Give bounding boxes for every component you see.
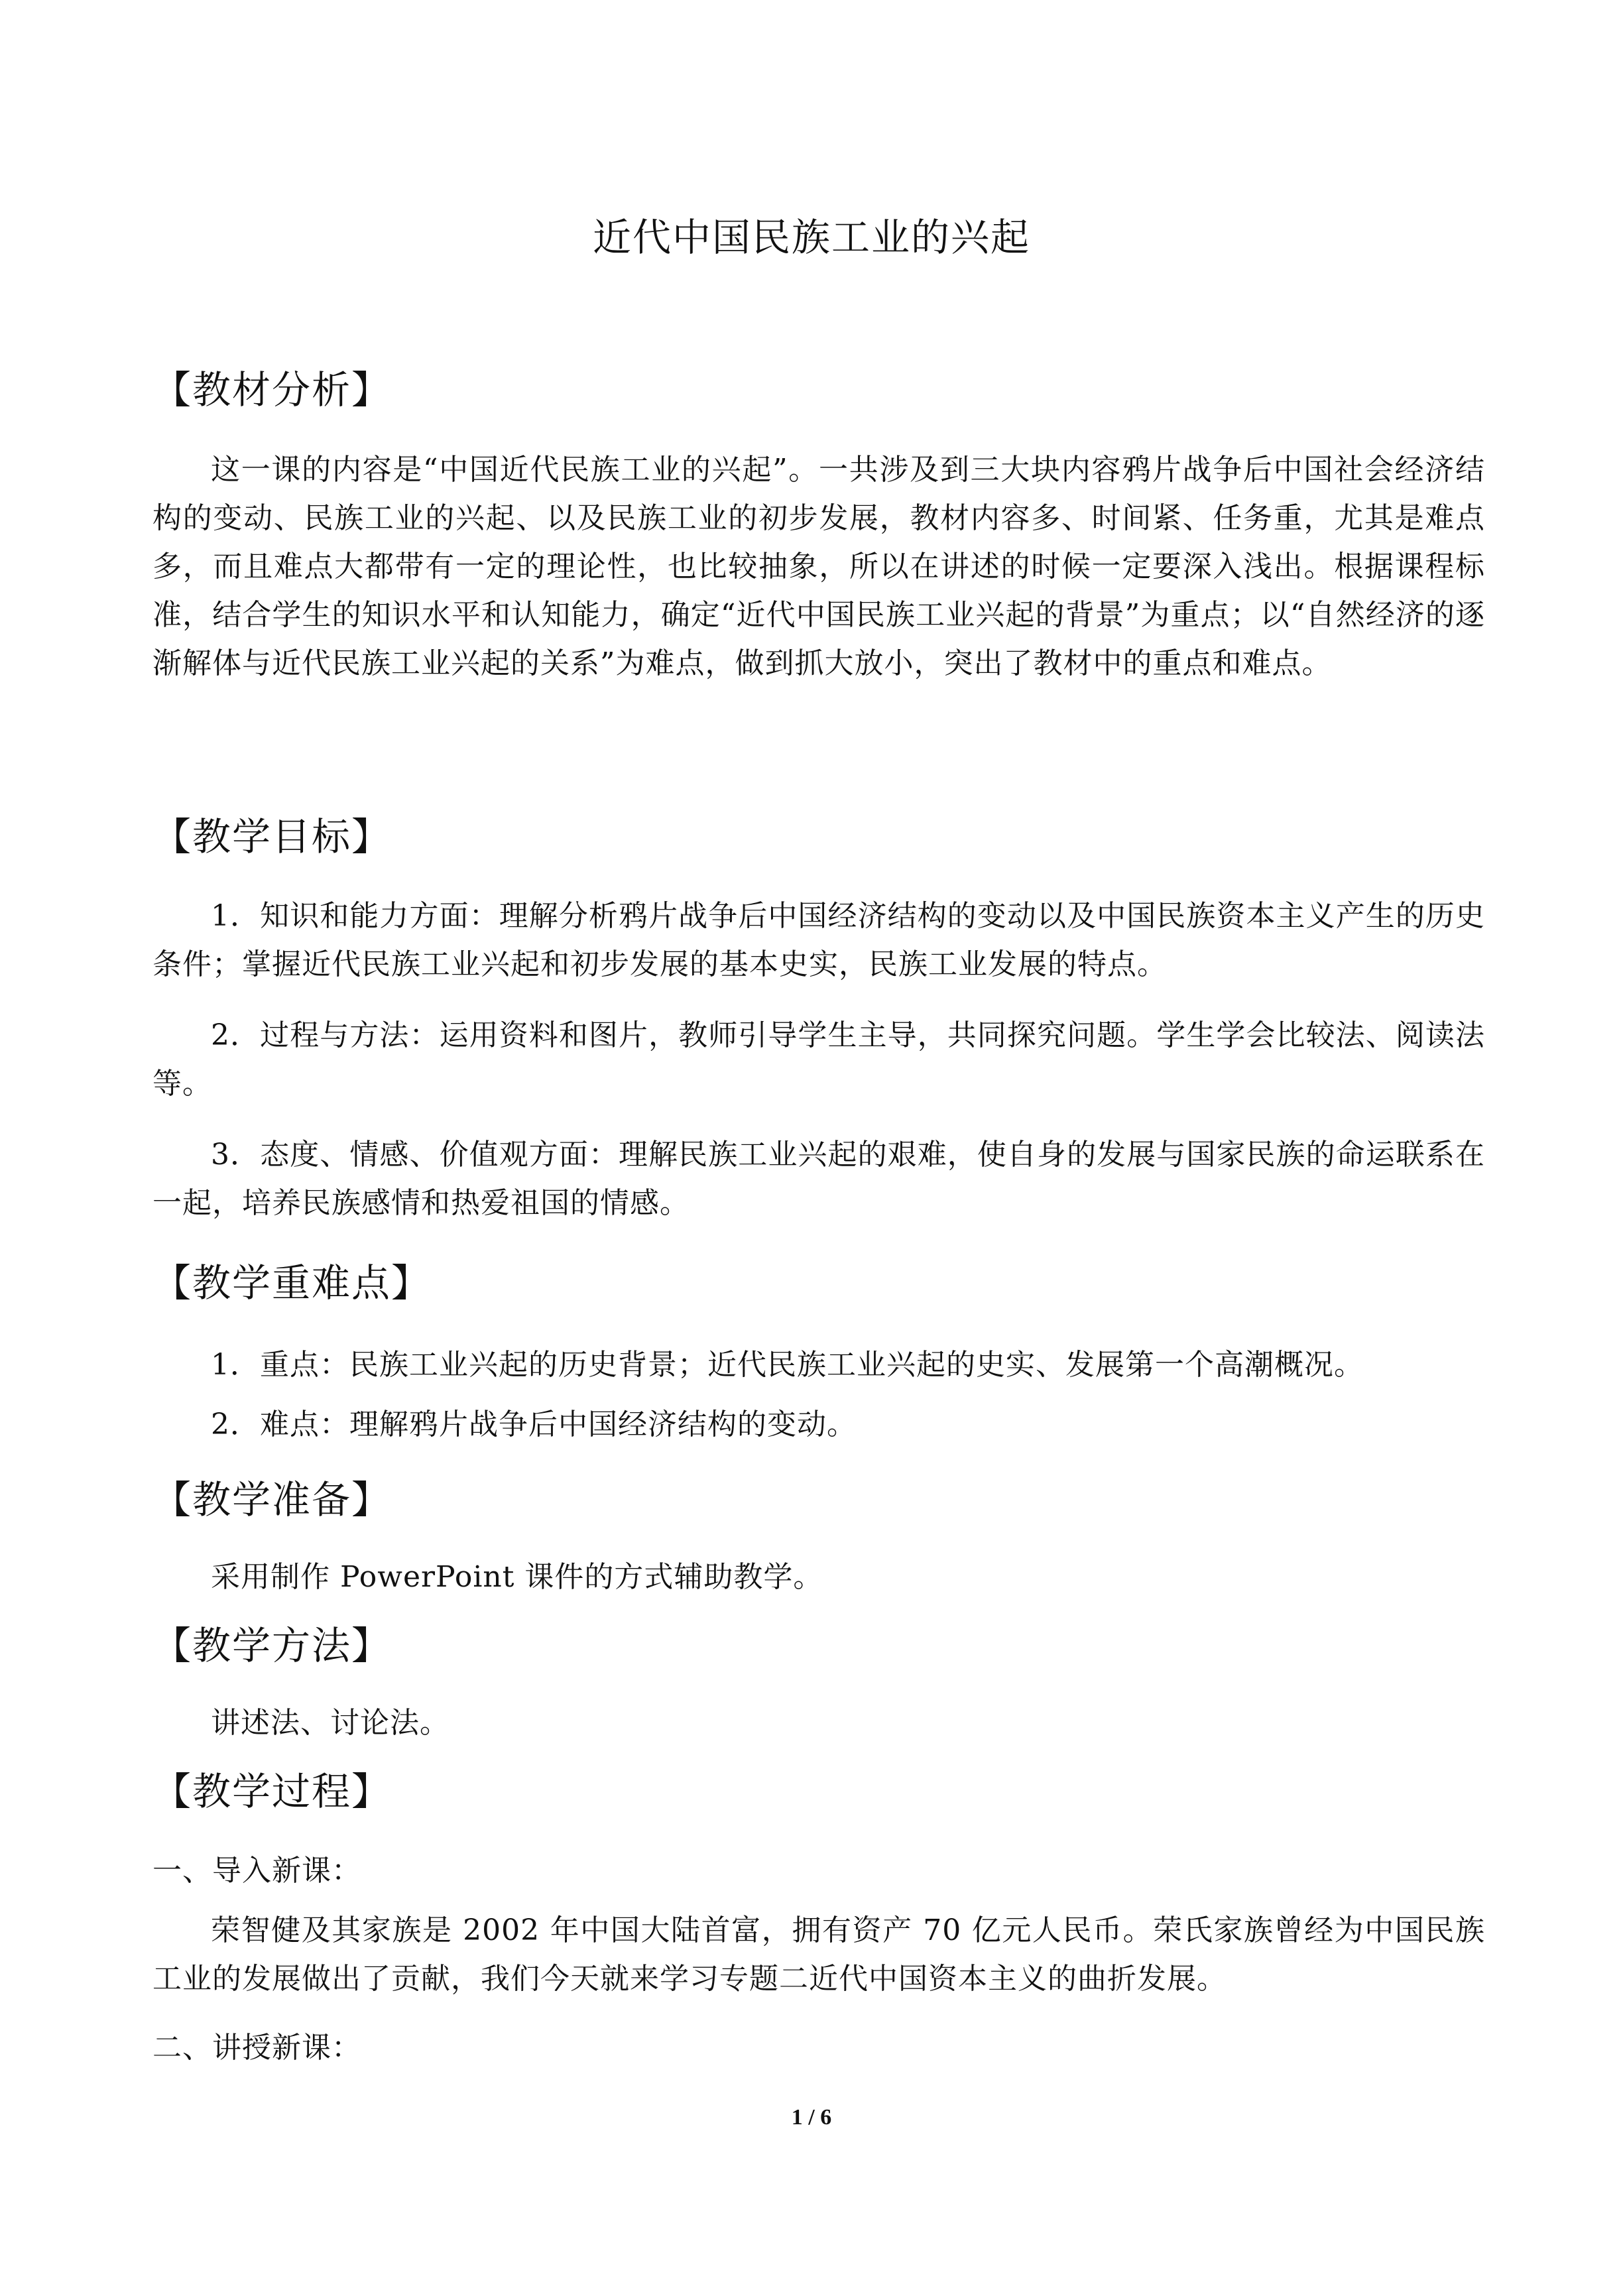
heading-textbook-analysis: 【教材分析】 (152, 367, 392, 412)
goal-item-1: 1．知识和能力方面：理解分析鸦片战争后中国经济结构的变动以及中国民族资本主义产生的历史条件；掌握近代民族工业兴起和初步发展的基本史实，民族工业发展的特点。 (152, 899, 1485, 981)
heading-preparation: 【教学准备】 (152, 1477, 392, 1522)
heading-teaching-goals: 【教学目标】 (152, 814, 392, 859)
key-point-1: 1．重点：民族工业兴起的历史背景；近代民族工业兴起的史实、发展第一个高潮概况。 (211, 1348, 1364, 1382)
process-step2-title: 二、讲授新课： (152, 2031, 361, 2065)
preparation-text: 采用制作 PowerPoint 课件的方式辅助教学。 (211, 1560, 823, 1594)
analysis-paragraph: 这一课的内容是“中国近代民族工业的兴起”。一共涉及到三大块内容鸦片战争后中国社会经济结构的变动、民族工业的兴起、以及民族工业的初步发展，教材内容多、时间紧、任务重，尤其是难点多，而且难点大都带有一定的理论性，也比较抽象，所以在讲述的时候一定要深入浅出。根据课程标准，结合学生的知识水平和认知能力，确定“近代中国民族工业兴起的背景”为重点；以“自然经济的逐渐解体与近代民族工业兴起的关系”为难点，做到抓大放小，突出了教材中的重点和难点。 (152, 453, 1485, 680)
goal-item-3: 3．态度、情感、价值观方面：理解民族工业兴起的艰难，使自身的发展与国家民族的命运联系在一起，培养民族感情和热爱祖国的情感。 (152, 1138, 1485, 1220)
key-point-2: 2．难点：理解鸦片战争后中国经济结构的变动。 (211, 1408, 857, 1441)
process-step1-title: 一、导入新课： (152, 1854, 361, 1888)
heading-process: 【教学过程】 (152, 1769, 392, 1814)
page-number: 1 / 6 (791, 2105, 832, 2130)
heading-method: 【教学方法】 (152, 1623, 392, 1668)
goal-item-2: 2．过程与方法：运用资料和图片，教师引导学生主导，共同探究问题。学生学会比较法、阅读法等。 (152, 1018, 1485, 1101)
method-text: 讲述法、讨论法。 (211, 1706, 450, 1740)
document-title: 近代中国民族工业的兴起 (592, 215, 1030, 260)
heading-key-points: 【教学重难点】 (152, 1260, 432, 1305)
process-step1-text: 荣智健及其家族是 2002 年中国大陆首富，拥有资产 70 亿元人民币。荣氏家族曾经为中国民族工业的发展做出了贡献，我们今天就来学习专题二近代中国资本主义的曲折发展。 (152, 1913, 1485, 1996)
